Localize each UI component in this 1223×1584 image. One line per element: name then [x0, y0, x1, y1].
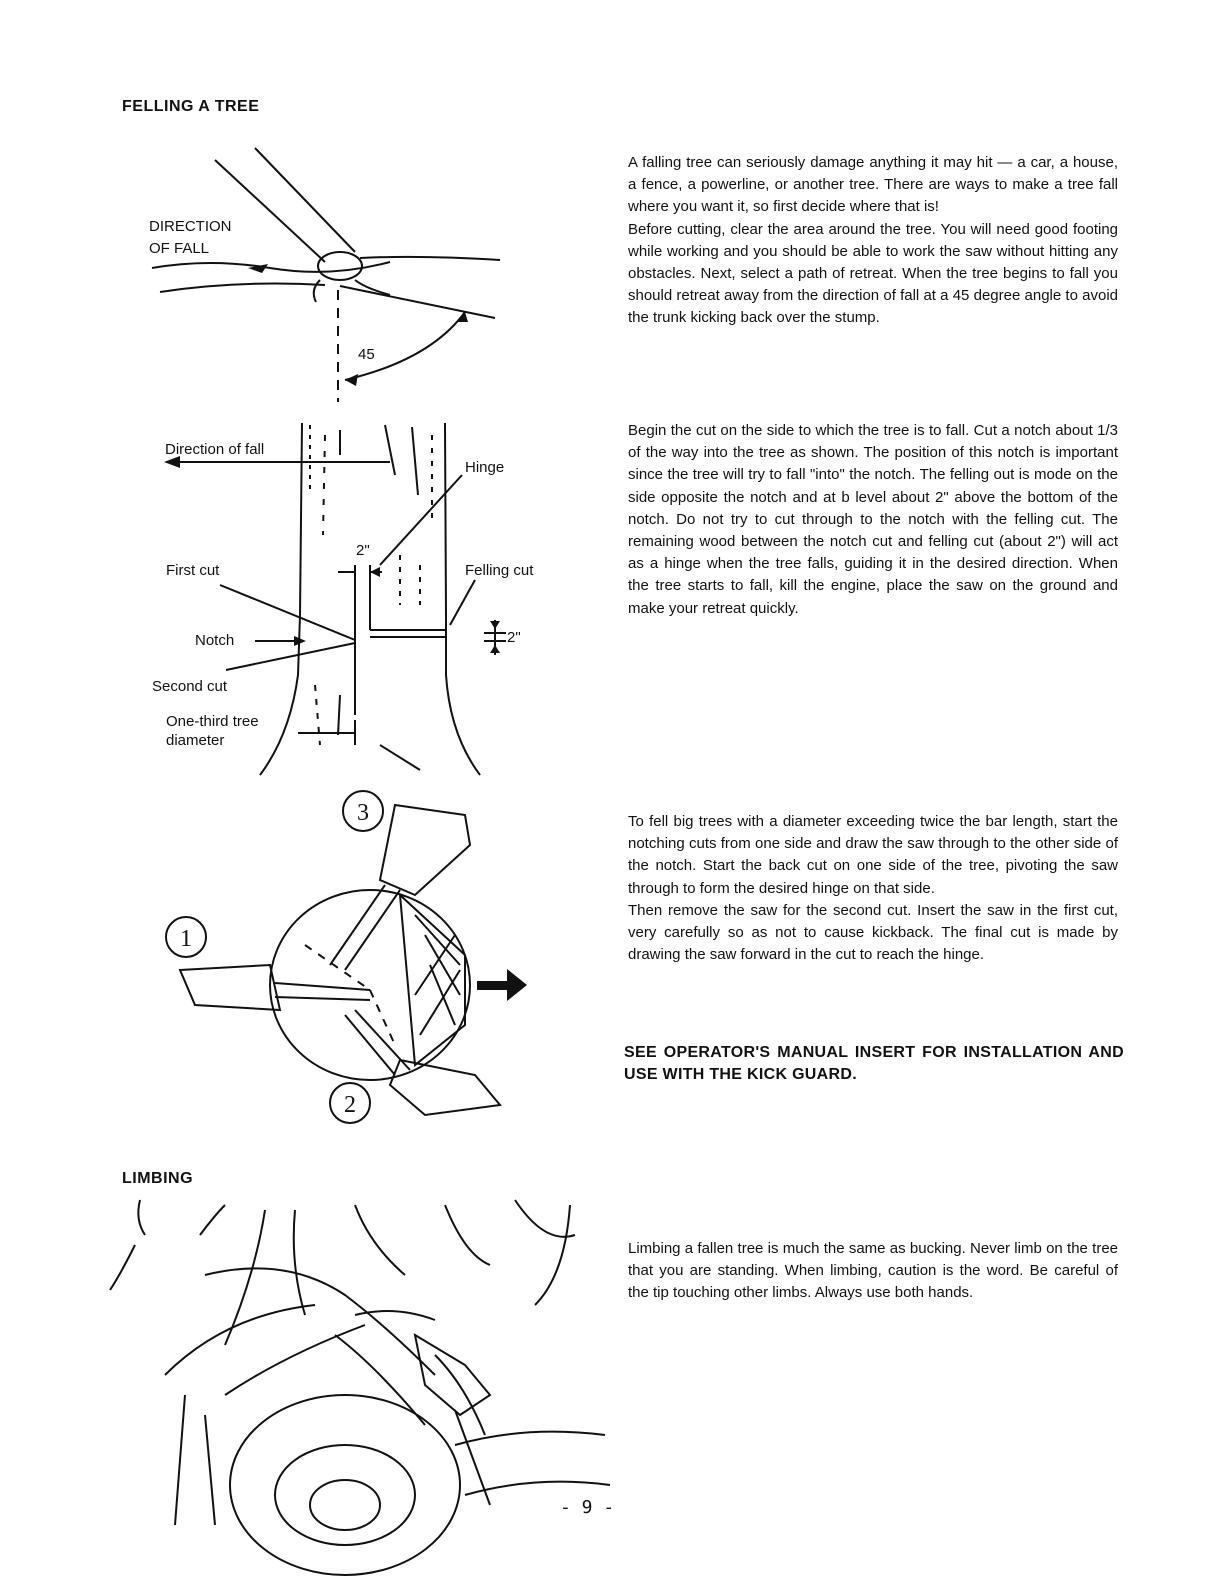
label-of-fall: OF FALL	[149, 240, 210, 257]
step-1-number: 1	[180, 926, 192, 952]
figure-direction-of-fall	[140, 140, 520, 410]
paragraph-text: Begin the cut on the side to which the tree is to fall. Cut a notch about 1/3 of the way into the tree as shown. The position of this notch is important since the tree will try to fall "into" the notch. The felling out is mode on the side opposite the notch and at b level about 2" above the bottom of the notch. Do not try to cut through to the notch with the felling cut. The remaining wood between the notch cut and felling cut (about 2") will act as a hinge when the tree falls, guiding it in the desired direction. When the tree starts to fall, kill the engine, place the saw on the ground and make your retreat quickly.	[628, 422, 1118, 617]
paragraph-limbing	[628, 1238, 1118, 1305]
big-tree-cuts-diagram	[155, 785, 535, 1145]
paragraph-text: Then remove the saw for the second cut. Insert the saw in the first cut, very carefully so as not to cause kickback. The final cut is made by drawing the saw forward in the cut to reach the hinge.	[628, 901, 1118, 964]
limbing-illustration	[105, 1195, 615, 1535]
label-felling-cut: Felling cut	[465, 562, 534, 579]
label-direction: DIRECTION	[149, 218, 232, 235]
label-diameter: diameter	[166, 732, 225, 749]
paragraph-big-trees	[628, 811, 1118, 966]
label-hinge: Hinge	[465, 459, 505, 476]
label-angle: 45	[358, 346, 375, 363]
label-direction-of-fall: Direction of fall	[165, 441, 265, 458]
step-2-number: 2	[344, 1092, 356, 1118]
label-second-cut: Second cut	[152, 678, 228, 695]
paragraph-text: To fell big trees with a diameter exceeding twice the bar length, start the notching cuts from one side and draw the saw through to the other side of the notch. Start the back cut on one side of the tree, pivoting the saw through to form the desired hinge on that side.	[628, 813, 1118, 897]
label-notch: Notch	[195, 632, 235, 649]
label-two-inch-upper: 2"	[356, 542, 370, 559]
section-heading-felling: FELLING A TREE	[122, 98, 260, 115]
paragraph-notch	[628, 420, 1118, 620]
label-one-third: One-third tree	[166, 713, 259, 730]
page-number: - 9 -	[560, 1497, 615, 1518]
figure-notch-cut	[150, 415, 560, 780]
label-two-inch-lower: 2"	[507, 629, 521, 646]
kick-guard-note: SEE OPERATOR'S MANUAL INSERT FOR INSTALLATION AND USE WITH THE KICK GUARD.	[624, 1044, 1124, 1083]
label-first-cut: First cut	[166, 562, 220, 579]
figure-big-tree-cuts	[155, 785, 535, 1145]
paragraph-text: Before cutting, clear the area around the tree. You will need good footing while working and you should be able to work the saw without hitting any obstacles. Next, select a path of retreat. When the tree begins to fall you should retreat away from the direction of fall at a 45 degree angle to avoid the trunk kicking back over the stump.	[628, 220, 1118, 327]
step-3-number: 3	[357, 800, 369, 826]
figure-limbing	[105, 1195, 615, 1535]
section-heading-limbing: LIMBING	[122, 1170, 194, 1187]
paragraph-text: A falling tree can seriously damage anything it may hit — a car, a house, a fence, a powerline, or another tree. There are ways to make a tree fall where you want it, so first decide where that is!	[628, 154, 1118, 216]
paragraph-text: Limbing a fallen tree is much the same as bucking. Never limb on the tree that you are standing. When limbing, caution is the word. Be careful of the tip touching other limbs. Always use both hands.	[628, 1240, 1118, 1302]
direction-of-fall-diagram	[140, 140, 520, 410]
paragraph-felling-intro	[628, 152, 1118, 330]
